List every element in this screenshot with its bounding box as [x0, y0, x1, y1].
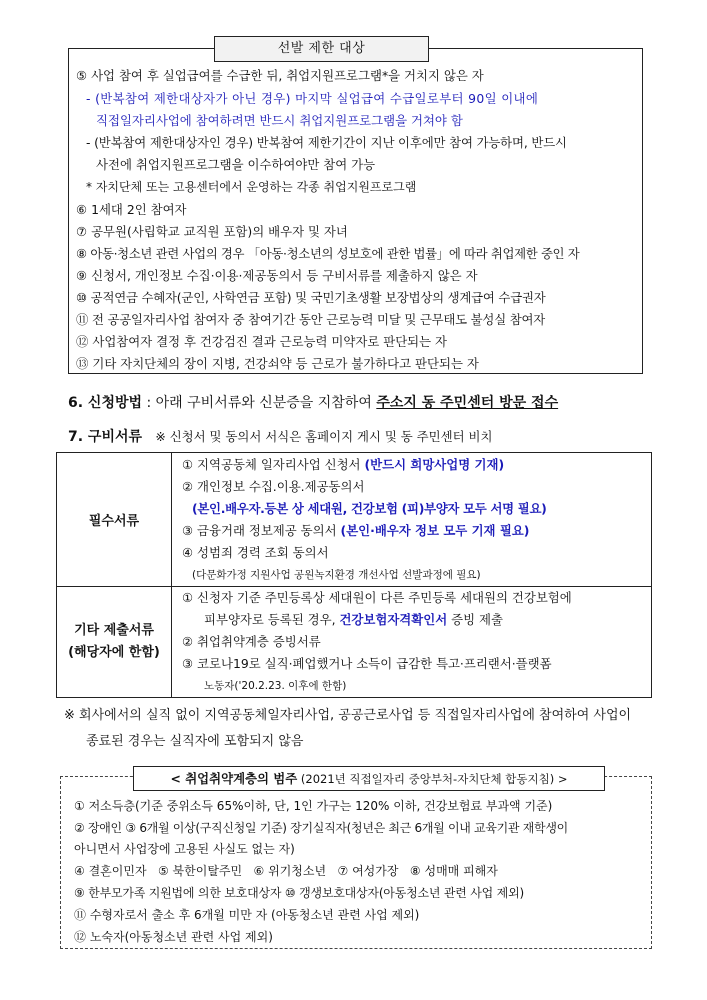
restriction-box-title: 선발 제한 대상: [214, 36, 429, 62]
restriction-line: - (반복참여 제한대상자인 경우) 반복참여 제한기간이 지난 이후에만 참여 가능하며, 반드시: [86, 135, 567, 150]
required-docs-cell: [172, 453, 652, 587]
required-docs-header: 필수서류: [57, 453, 172, 587]
vulnerable-line: ② 장애인 ③ 6개월 이상(구직신청일 기준) 장기실직자(청년은 최근 6개월 이내 교육기관 재학생이: [74, 821, 568, 835]
section-7-note: ※ 신청서 및 동의서 서식은 홈페이지 게시 및 동 주민센터 비치: [155, 429, 493, 444]
vulnerable-groups-title: < 취업취약계층의 범주 (2021년 직접일자리 중앙부처-자치단체 합동지침) >: [133, 766, 605, 791]
other-doc-1: ① 신청자 기준 주민등록상 세대원이 다른 주민등록 세대원의 건강보험에: [182, 590, 572, 605]
restriction-line: 사전에 취업지원프로그램을 이수하여야만 참여 가능: [96, 157, 376, 172]
section-6: [68, 392, 558, 412]
restriction-line: ⑫ 사업참여자 결정 후 건강검진 결과 근로능력 미약자로 판단되는 자: [76, 334, 448, 349]
table-row: [57, 453, 652, 587]
other-doc-3-cont: 노동자('20.2.23. 이후에 한함): [204, 680, 347, 692]
vulnerable-line: ① 저소득층(기준 중위소득 65%이하, 단, 1인 가구는 120% 이하, 건강보험료 부과액 기준): [74, 799, 553, 813]
vulnerable-line: ⑫ 노숙자(아동청소년 관련 사업 제외): [74, 930, 273, 944]
restriction-line: ⑦ 공무원(사립학교 교직원 포함)의 배우자 및 자녀: [76, 224, 348, 239]
required-doc-2: ② 개인정보 수집.이용.제공동의서: [182, 479, 365, 494]
restriction-footnote: * 자치단체 또는 고용센터에서 운영하는 각종 취업지원프로그램: [86, 180, 417, 194]
section-7-label: 7. 구비서류: [68, 429, 143, 445]
table-row: [57, 587, 652, 698]
section-6-emphasis: 주소지 동 주민센터 방문 접수: [376, 395, 559, 411]
required-doc-1: ① 지역공동체 일자리사업 신청서 (반드시 희망사업명 기재): [182, 457, 505, 472]
required-doc-4-note: (다문화가정 지원사업 공원녹지환경 개선사업 선발과정에 필요): [192, 569, 481, 581]
other-doc-2: ② 취업취약계층 증빙서류: [182, 634, 321, 649]
other-doc-1-cont: 피부양자로 등록된 경우, 건강보험자격확인서 증빙 제출: [204, 612, 503, 627]
vulnerable-line: 아니면서 사업장에 고용된 사실도 없는 자): [74, 842, 295, 856]
note-line-2: 종료된 경우는 실직자에 포함되지 않음: [86, 734, 304, 749]
required-doc-3: ③ 금융거래 정보제공 동의서 (본인·배우자 정보 모두 기재 필요): [182, 523, 530, 538]
restriction-line: ⑤ 사업 참여 후 실업급여를 수급한 뒤, 취업지원프로그램*을 거치지 않은 자: [76, 68, 484, 83]
restriction-line: - (반복참여 제한대상자가 아닌 경우) 마지막 실업급여 수급일로부터 90일 이내에: [86, 91, 539, 106]
section-6-label: 6. 신청방법: [68, 395, 143, 411]
vulnerable-line: ④ 결혼이민자 ⑤ 북한이탈주민 ⑥ 위기청소년 ⑦ 여성가장 ⑧ 성매매 피해자: [74, 864, 498, 878]
other-docs-cell: [172, 587, 652, 698]
other-docs-header: 기타 제출서류 (해당자에 한함): [57, 587, 172, 698]
restriction-line: ⑩ 공적연금 수혜자(군인, 사학연금 포함) 및 국민기초생활 보장법상의 생계급여 수급권자: [76, 290, 546, 305]
restriction-line: ⑬ 기타 자치단체의 장이 지병, 건강쇠약 등 근로가 불가하다고 판단되는 자: [76, 356, 479, 371]
vulnerable-line: ⑨ 한부모가족 지원법에 의한 보호대상자 ⑩ 갱생보호대상자(아동청소년 관련 사업 제외): [74, 886, 524, 900]
restriction-line: ⑥ 1세대 2인 참여자: [76, 202, 187, 217]
note-line-1: ※ 회사에서의 실직 없이 지역공동체일자리사업, 공공근로사업 등 직접일자리사업에 참여하여 사업이: [64, 708, 632, 723]
vulnerable-line: ⑪ 수형자로서 출소 후 6개월 미만 자 (아동청소년 관련 사업 제외): [74, 908, 420, 922]
other-doc-3: ③ 코로나19로 실직·폐업했거나 소득이 급감한 특고·프리랜서·플랫폼: [182, 656, 552, 671]
section-7: [68, 426, 492, 446]
restriction-line: ⑧ 아동·청소년 관련 사업의 경우 「아동·청소년의 성보호에 관한 법률」에 따라 취업제한 중인 자: [76, 246, 580, 261]
restriction-line: 직접일자리사업에 참여하려면 반드시 취업지원프로그램을 거쳐야 함: [96, 113, 463, 128]
restriction-line: ⑨ 신청서, 개인정보 수집·이용·제공동의서 등 구비서류를 제출하지 않은 자: [76, 268, 478, 283]
required-doc-2-note: (본인.배우자.등본 상 세대원, 건강보험 (피)부양자 모두 서명 필요): [192, 501, 547, 516]
required-doc-4: ④ 성범죄 경력 조회 동의서: [182, 545, 329, 560]
documents-table: [56, 452, 652, 698]
restriction-line: ⑪ 전 공공일자리사업 참여자 중 참여기간 동안 근로능력 미달 및 근무태도 불성실 참여자: [76, 312, 546, 327]
section-6-text: : 아래 구비서류와 신분증을 지참하여: [142, 395, 377, 411]
